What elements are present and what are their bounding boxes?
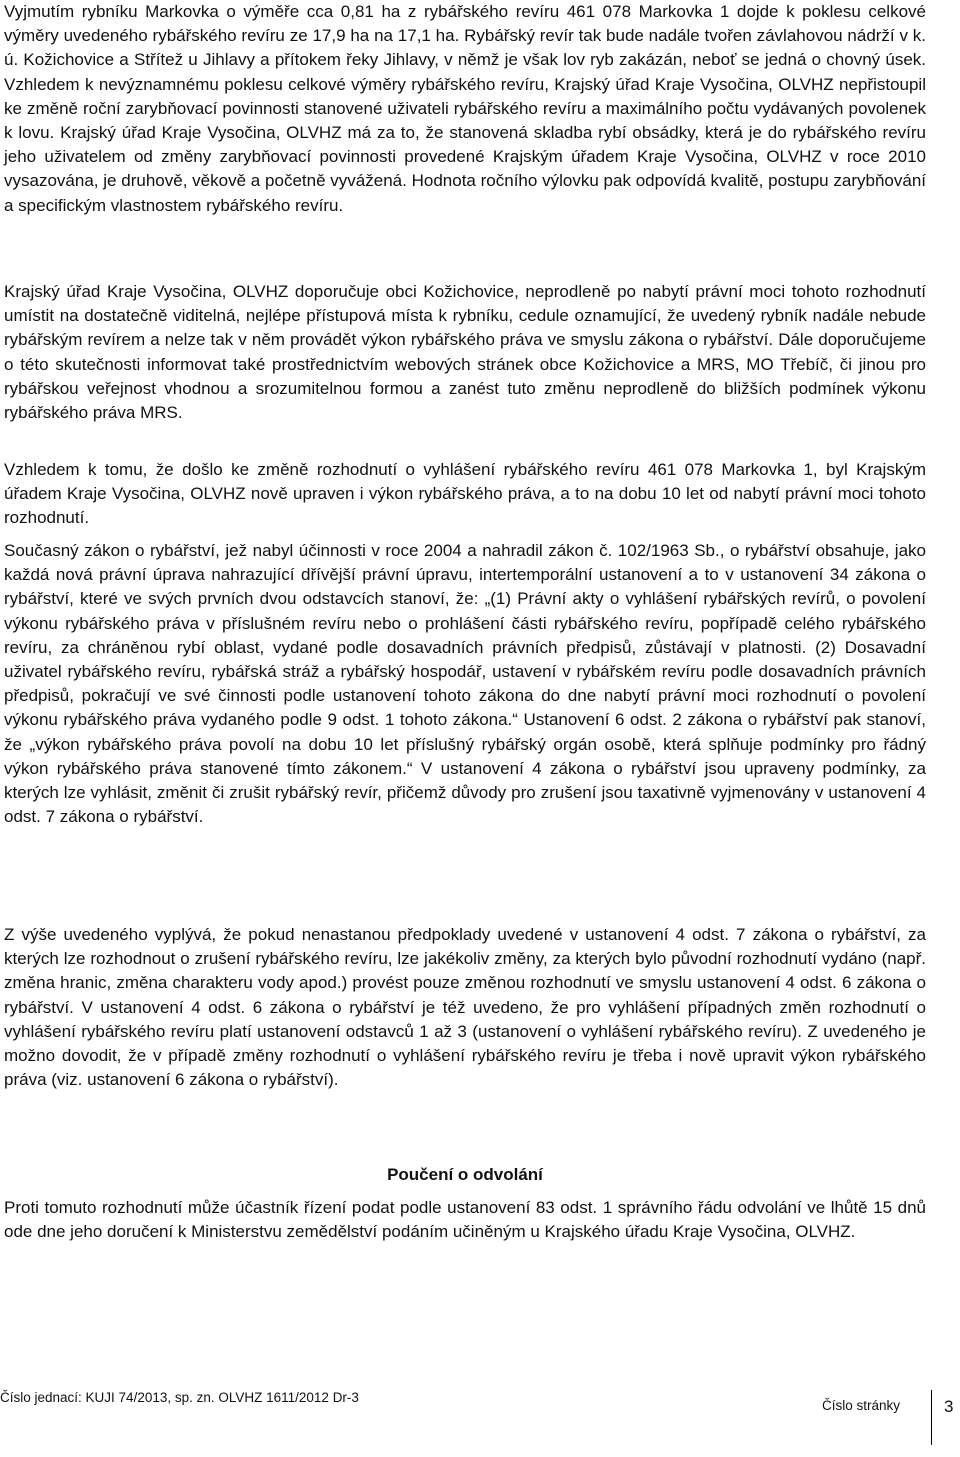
- page-number: 3: [944, 1397, 954, 1416]
- appeal-heading: Poučení o odvolání: [387, 1165, 543, 1184]
- footer-divider: [931, 1390, 932, 1445]
- paragraph-recommendation: Krajský úřad Kraje Vysočina, OLVHZ doporučuje obci Kožichovice, neprodleně po nabytí právní moci tohoto rozhodnutí umístit na dostatečně viditelná, nejlépe přístupová místa k rybníku, cedule oznamující, že uvedený rybník nadále nebude rybářským revírem a nelze tak v něm provádět výkon rybářského práva ve smyslu zákona o rybářství. Dále doporučujeme o této skutečnosti informovat také prostřednictvím webových stránek obce Kožichovice a MRS, MO Třebíč, či jinou pro rybářskou veřejnost vhodnou a srozumitelnou formou a zanést tuto změnu neprodleně do bližších podmínek výkonu rybářského práva MRS.: [4, 282, 926, 423]
- paragraph-conclusion: Z výše uvedeného vyplývá, že pokud nenastanou předpoklady uvedené v ustanovení 4 odst. 7 zákona o rybářství, za kterých lze rozhodnout o zrušení rybářského revíru, lze jakékoliv změny, za kterých bylo původní rozhodnutí vydáno (např. změna hranic, změna charakteru vody apod.) provést pouze změnou rozhodnutí ve smyslu ustanovení 4 odst. 6 zákona o rybářství. V ustanovení 4 odst. 6 zákona o rybářství je též uvedeno, že pro vyhlášení případných změn rozhodnutí o vyhlášení rybářského revíru platí ustanovení odstavců 1 až 3 (ustanovení o vyhlášení rybářského revíru). Z uvedeného je možno dovodit, že v případě změny rozhodnutí o vyhlášení rybářského revíru je třeba i nově upravit výkon rybářského práva (viz. ustanovení 6 zákona o rybářství).: [4, 925, 926, 1090]
- footer-reference: Číslo jednací: KUJI 74/2013, sp. zn. OLVHZ 1611/2012 Dr-3: [0, 1390, 359, 1405]
- paragraph-appeal: Proti tomuto rozhodnutí může účastník řízení podat podle ustanovení 83 odst. 1 správního řádu odvolání ve lhůtě 15 dnů ode dne jeho doručení k Ministerstvu zemědělství podáním učiněným u Krajského úřadu Kraje Vysočina, OLVHZ.: [4, 1198, 926, 1242]
- paragraph-current-law: Současný zákon o rybářství, jež nabyl účinnosti v roce 2004 a nahradil zákon č. 102/1963 Sb., o rybářství obsahuje, jako každá nová právní úprava nahrazující dřívější právní úpravu, intertemporální ustanovení a to v ustanovení 34 zákona o rybářství, které ve svých prvních dvou odstavcích stanoví, že: „(1) Právní akty o vyhlášení rybářských revírů, o povolení výkonu rybářského práva v příslušném revíru nebo o prohlášení části rybářského revíru, popřípadě celého rybářského revíru, za chráněnou rybí oblast, vydané podle dosavadních právních předpisů, zůstávají v platnosti. (2) Dosavadní uživatel rybářského revíru, rybářská stráž a rybářský hospodář, ustavení v rybářském revíru podle dosavadních právních předpisů, pokračují ve své činnosti podle ustanovení tohoto zákona do dne nabytí právní moci rozhodnutí o povolení výkonu rybářského práva vydaného podle 9 odst. 1 tohoto zákona.“ Ustanovení 6 odst. 2 zákona o rybářství pak stanoví, že „výkon rybářského práva povolí na dobu 10 let příslušný rybářský orgán osobě, která splňuje podmínky pro řádný výkon rybářského práva stanovené tímto zákonem.“ V ustanovení 4 zákona o rybářství jsou upraveny podmínky, za kterých lze vyhlásit, změnit či zrušit rybářský revír, přičemž důvody pro zrušení jsou taxativně vyjmenovány v ustanovení 4 odst. 7 zákona o rybářství.: [4, 541, 926, 827]
- footer-page-label: Číslo stránky: [822, 1398, 901, 1413]
- paragraph-fishing-rights: Vzhledem k tomu, že došlo ke změně rozhodnutí o vyhlášení rybářského revíru 461 078 Markovka 1, byl Krajským úřadem Kraje Vysočina, OLVHZ nově upraven i výkon rybářského práva, a to na dobu 10 let od nabytí právní moci tohoto rozhodnutí.: [4, 460, 926, 528]
- paragraph-pond-removal: Vyjmutím rybníku Markovka o výměře cca 0,81 ha z rybářského revíru 461 078 Markovka 1 dojde k poklesu celkové výměry uvedeného rybářského revíru ze 17,9 ha na 17,1 ha. Rybářský revír tak bude nadále tvořen závlahovou nádrží v k. ú. Kožichovice a Střítež u Jihlavy a přítokem řeky Jihlavy, v němž je však lov ryb zakázán, neboť se jedná o chovný úsek. Vzhledem k nevýznamnému poklesu celkové výměry rybářského revíru, Krajský úřad Kraje Vysočina, OLVHZ nepřistoupil ke změně roční zarybňovací povinnosti stanovené uživateli rybářského revíru a maximálního počtu vydávaných povolenek k lovu. Krajský úřad Kraje Vysočina, OLVHZ má za to, že stanovená skladba rybí obsádky, která je do rybářského revíru jeho uživatelem od změny zarybňovací povinnosti provedené Krajským úřadem Kraje Vysočina, OLVHZ v roce 2010 vysazována, je druhově, věkově a početně vyvážená. Hodnota ročního výlovku pak odpovídá kvalitě, postupu zarybňování a specifickým vlastnostem rybářského revíru.: [4, 2, 926, 215]
